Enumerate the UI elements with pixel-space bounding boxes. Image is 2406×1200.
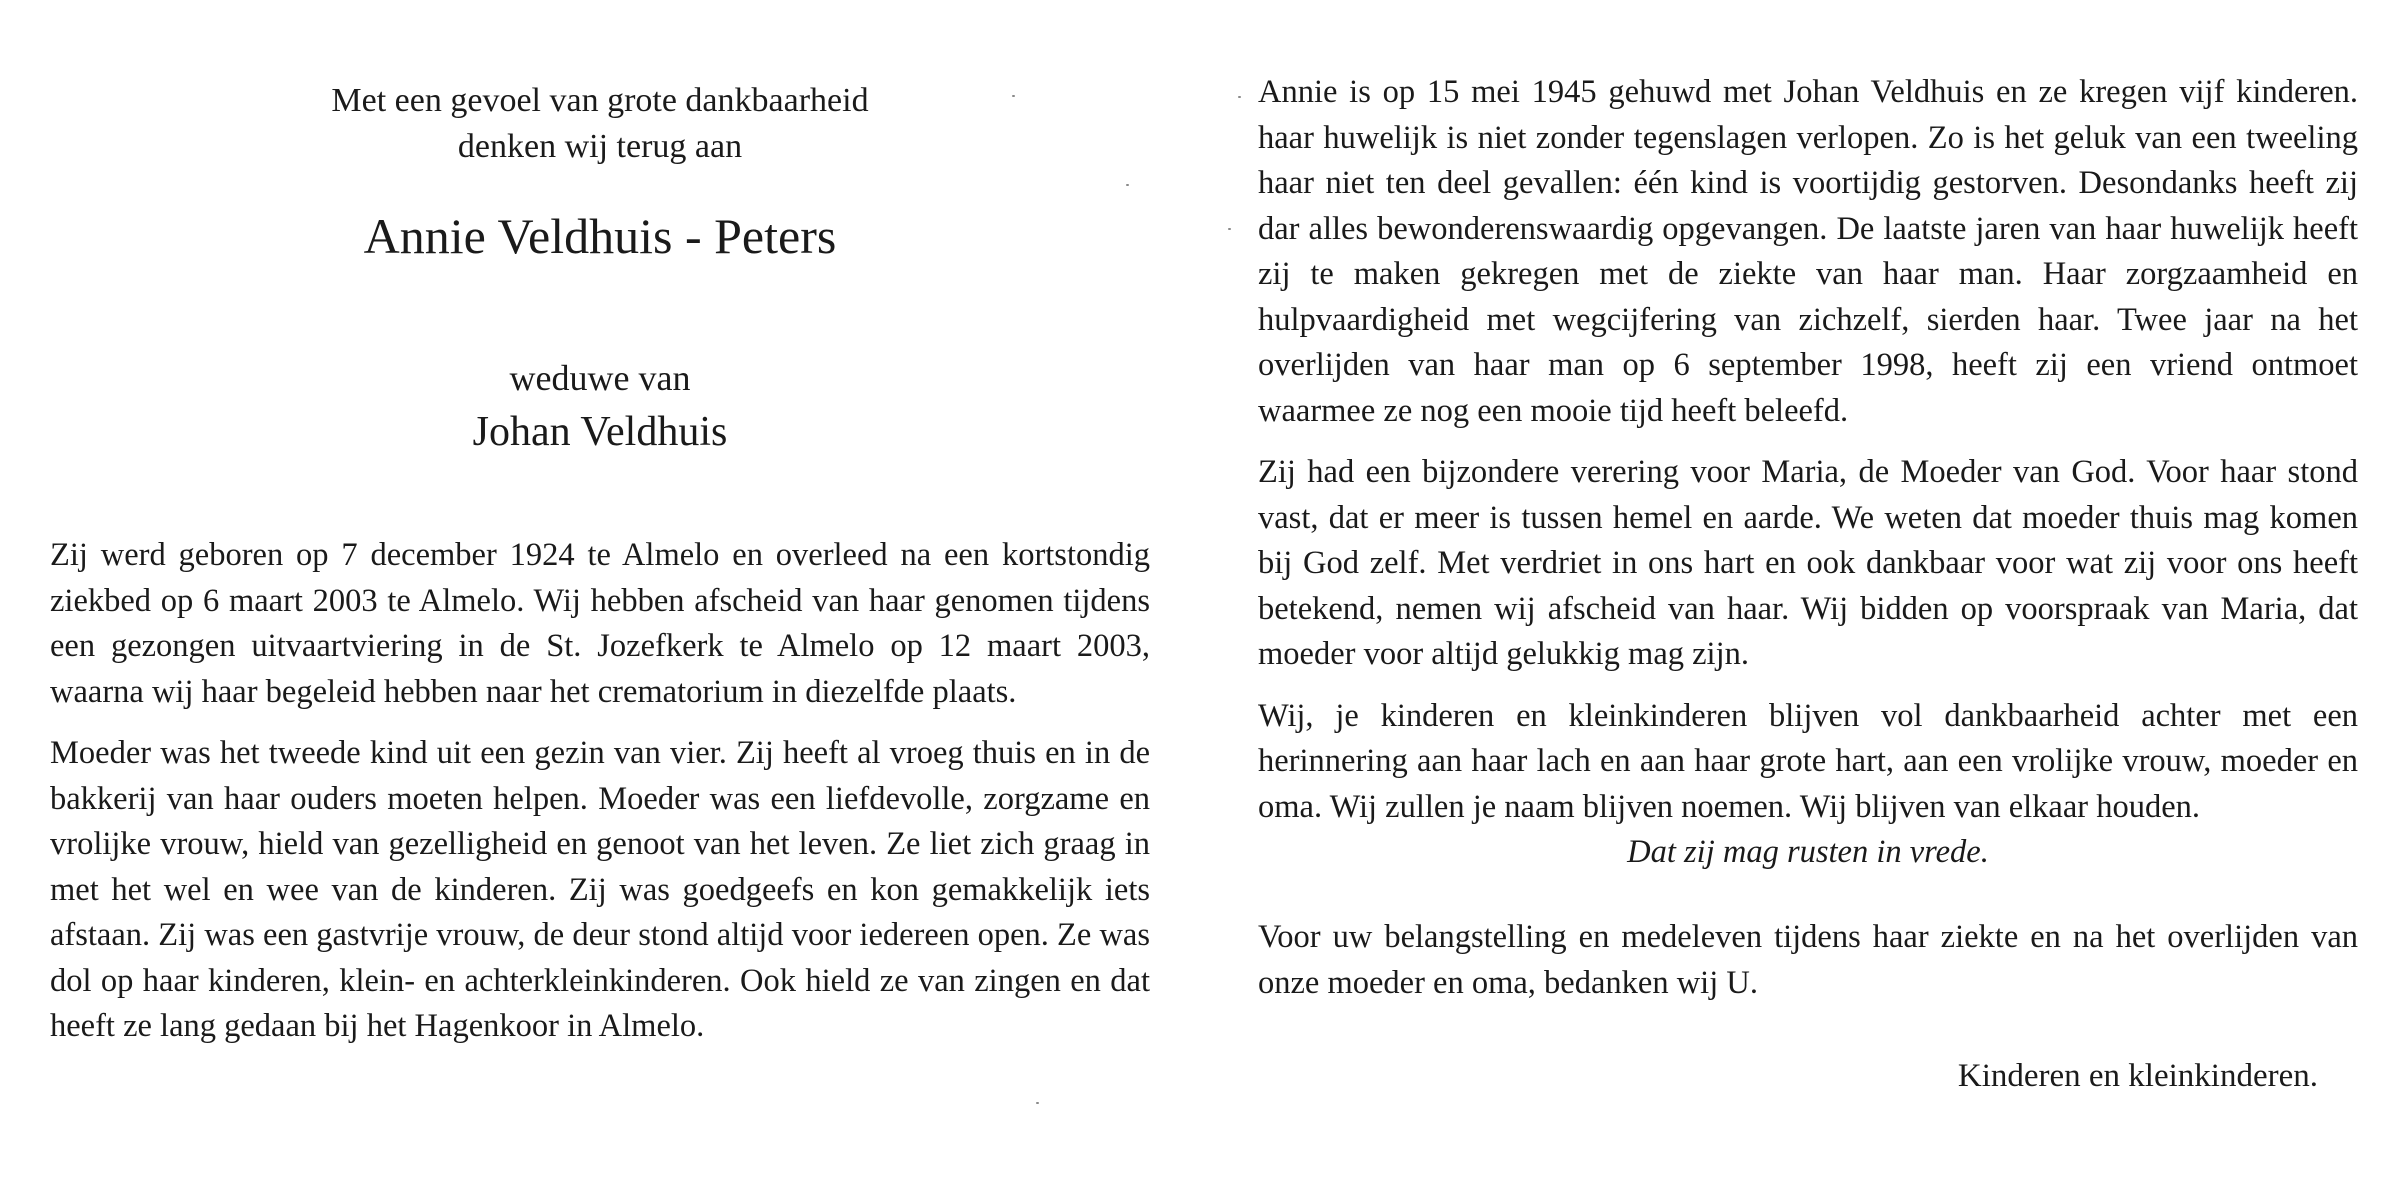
husband-name: Johan Veldhuis <box>472 409 728 455</box>
right-body <box>1258 70 2358 1099</box>
scan-speck <box>1126 184 1129 186</box>
scan-speck <box>1238 96 1241 98</box>
left-body <box>50 533 1150 1050</box>
prayer-line: Dat zij mag rusten in vrede. <box>1627 834 1989 870</box>
character-paragraph: Moeder was het tweede kind uit een gezin van vier. Zij heeft al vroeg thuis en in de bakkerij van haar ouders moeten helpen. Moeder was een liefdevolle, zorgzame en vrolijke vrouw, hield van gezelligheid en genoot van het leven. Ze liet zich graag in met het wel en wee van de kinderen. Zij was goedgeefs en kon gemakkelijk iets afstaan. Zij was een gastvrije vrouw, de deur stond altijd voor iedereen open. Ze was dol op haar kinderen, klein- en achterkleinkinderen. Ook hield ze van zingen en dat heeft ze lang gedaan bij het Hagenkoor in Almelo. <box>50 735 1150 1044</box>
intro-line-1: Met een gevoel van grote dankbaarheid <box>331 82 869 119</box>
biography-paragraph: Zij werd geboren op 7 december 1924 te Almelo en overleed na een kortstondig ziekbed op 6 maart 2003 te Almelo. Wij hebben afscheid van haar genomen tijdens een gezongen uitvaartviering in de St. Jozefkerk te Almelo op 12 maart 2003, waarna wij haar begeleid hebben naar het crematorium in diezelfde plaats. <box>50 537 1150 710</box>
signature: Kinderen en kleinkinderen. <box>1957 1058 2318 1094</box>
family-paragraph: Wij, je kinderen en kleinkinderen blijven vol dankbaarheid achter met een herinnering aan haar lach en aan haar grote hart, aan een vrolijke vrouw, moeder en oma. Wij zullen je naam blijven noemen. Wij blijven van elkaar houden. <box>1258 697 2358 825</box>
deceased-name: Annie Veldhuis - Peters <box>363 208 837 264</box>
scan-speck <box>1228 228 1231 230</box>
thanks-paragraph: Voor uw belangstelling en medeleven tijdens haar ziekte en na het overlijden van onze moeder en oma, bedanken wij U. <box>1258 919 2358 1001</box>
scan-speck <box>1012 95 1015 97</box>
intro-line-2: denken wij terug aan <box>457 128 743 165</box>
intro-header <box>50 78 1150 170</box>
faith-paragraph: Zij had een bijzondere verering voor Maria, de Moeder van God. Voor haar stond vast, dat er meer is tussen hemel en aarde. We weten dat moeder thuis mag komen bij God zelf. Met verdriet in ons hart en ook dankbaar voor wat zij voor ons heeft betekend, nemen wij afscheid van haar. Wij bidden op voorspraak van Maria, dat moeder voor altijd gelukkig mag zijn. <box>1258 454 2358 672</box>
widow-label: weduwe van <box>509 358 691 398</box>
scan-speck <box>1036 1102 1039 1104</box>
marriage-paragraph: Annie is op 15 mei 1945 gehuwd met Johan Veldhuis en ze kregen vijf kinderen. haar huwelijk is niet zonder tegenslagen verlopen. Zo is het geluk van een tweeling haar niet ten deel gevallen: één kind is voortijdig gestorven. Desondanks heeft zij dar alles bewonderenswaardig opgevangen. De laatste jaren van haar huwelijk heeft zij te maken gekregen met de ziekte van haar man. Haar zorgzaamheid en hulpvaardigheid met wegcijfering van zichzelf, sierden haar. Twee jaar na het overlijden van haar man op 6 september 1998, heeft zij een vriend ontmoet waarmee ze nog een mooie tijd heeft beleefd. <box>1258 74 2358 429</box>
